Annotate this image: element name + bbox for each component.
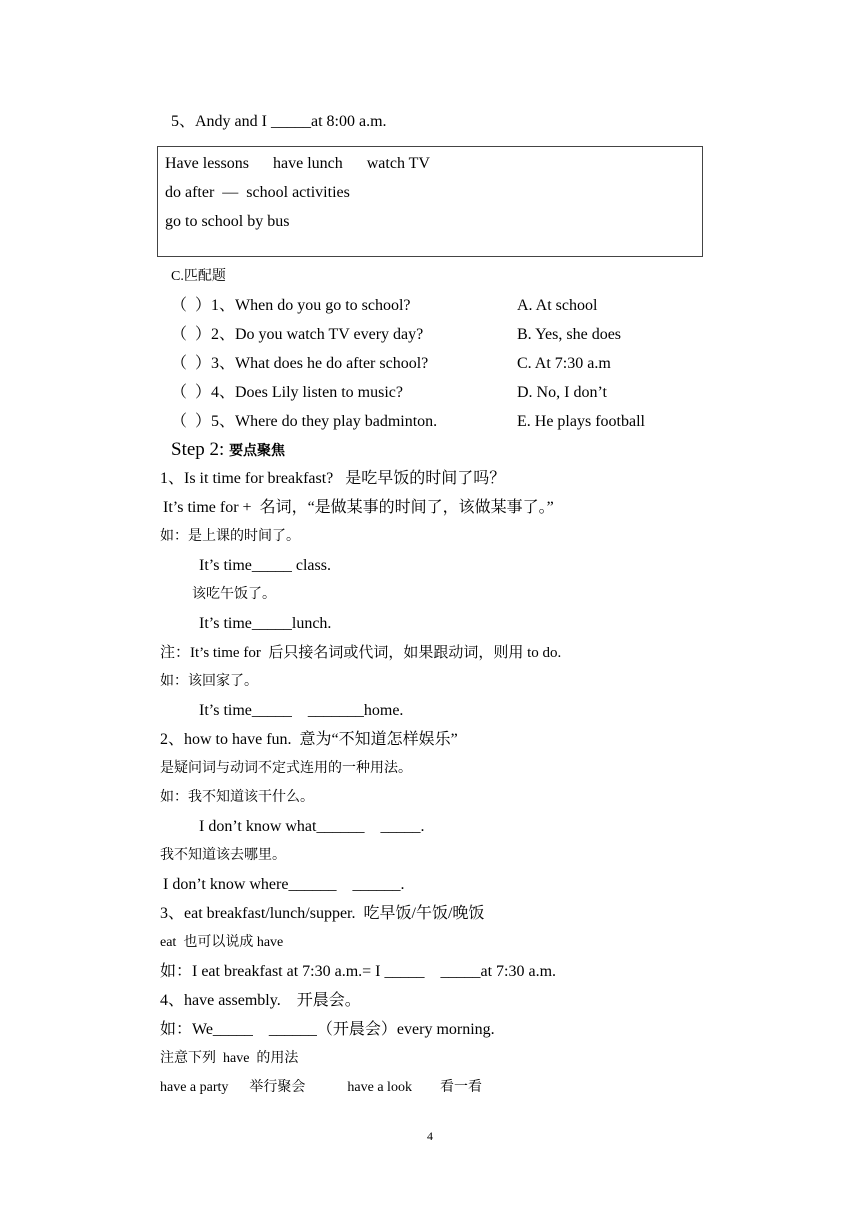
match-question-2: （ ）2、Do you watch TV every day? — [171, 326, 424, 343]
match-answer-c: C. At 7:30 a.m — [517, 355, 611, 372]
note-line — [160, 643, 561, 663]
example-label: 如：该回家了。 — [160, 674, 258, 689]
example-label: 如：是上课的时间了。 — [160, 529, 300, 544]
point-3-heading: 3、eat breakfast/lunch/supper. 吃早饭/午饭/晚饭 — [160, 905, 485, 922]
exercise-line: 如：We_____ ______（开晨会）every morning. — [160, 1021, 495, 1038]
exercise-line: It’s time_____ _______home. — [199, 702, 404, 719]
example-prompt: 该吃午饭了。 — [192, 587, 276, 602]
exercise-line: It’s time_____ class. — [199, 557, 331, 574]
fill-item-5: 5、Andy and I _____at 8:00 a.m. — [171, 113, 387, 130]
example-prompt: 我不知道该去哪里。 — [160, 848, 286, 863]
point-4-heading: 4、have assembly. 开晨会。 — [160, 992, 361, 1009]
point-1-rule: It’s time for + 名词，“是做某事的时间了，该做某事了。” — [163, 499, 554, 516]
step2-heading — [171, 440, 285, 461]
point-2-rule: 是疑问词与动词不定式连用的一种用法。 — [160, 761, 412, 776]
section-c-title: C.匹配题 — [171, 269, 226, 284]
note-heading: 注意下列 have 的用法 — [160, 1051, 299, 1066]
note-text: 注：It’s time for 后只接名词或代词，如果跟动词，则用 to do. — [160, 645, 562, 661]
match-question-4: （ ）4、Does Lily listen to music? — [171, 384, 403, 401]
phrase-line-1: Have lessons have lunch watch TV — [165, 155, 430, 172]
match-question-3: （ ）3、What does he do after school? — [171, 355, 429, 372]
point-2-heading: 2、how to have fun. 意为“不知道怎样娱乐” — [160, 731, 458, 748]
example-label: 如：我不知道该干什么。 — [160, 790, 314, 805]
match-answer-b: B. Yes, she does — [517, 326, 622, 343]
match-question-5: （ ）5、Where do they play badminton. — [171, 413, 438, 430]
phrase-line-3: go to school by bus — [165, 213, 290, 230]
exercise-line: 如：I eat breakfast at 7:30 a.m.= I _____ _____at 7:30 a.m. — [160, 963, 557, 980]
match-question-1: （ ）1、When do you go to school? — [171, 297, 411, 314]
match-answer-e: E. He plays football — [517, 413, 645, 430]
exercise-line: I don’t know where______ ______. — [163, 876, 405, 893]
exercise-line: It’s time_____lunch. — [199, 615, 332, 632]
match-answer-d: D. No, I don’t — [517, 384, 607, 401]
step2-title: 要点聚焦 — [229, 443, 286, 459]
phrase-line-2: do after — school activities — [165, 184, 350, 201]
step2-label: Step 2: — [171, 439, 230, 460]
match-answer-a: A. At school — [517, 297, 598, 314]
point-3-rule: eat 也可以说成 have — [160, 935, 284, 950]
have-usage-examples: have a party 举行聚会 have a look 看一看 — [160, 1080, 482, 1095]
exercise-line: I don’t know what______ _____. — [199, 818, 425, 835]
point-1-heading: 1、Is it time for breakfast? 是吃早饭的时间了吗？ — [160, 470, 506, 487]
page-number: 4 — [427, 1129, 433, 1143]
